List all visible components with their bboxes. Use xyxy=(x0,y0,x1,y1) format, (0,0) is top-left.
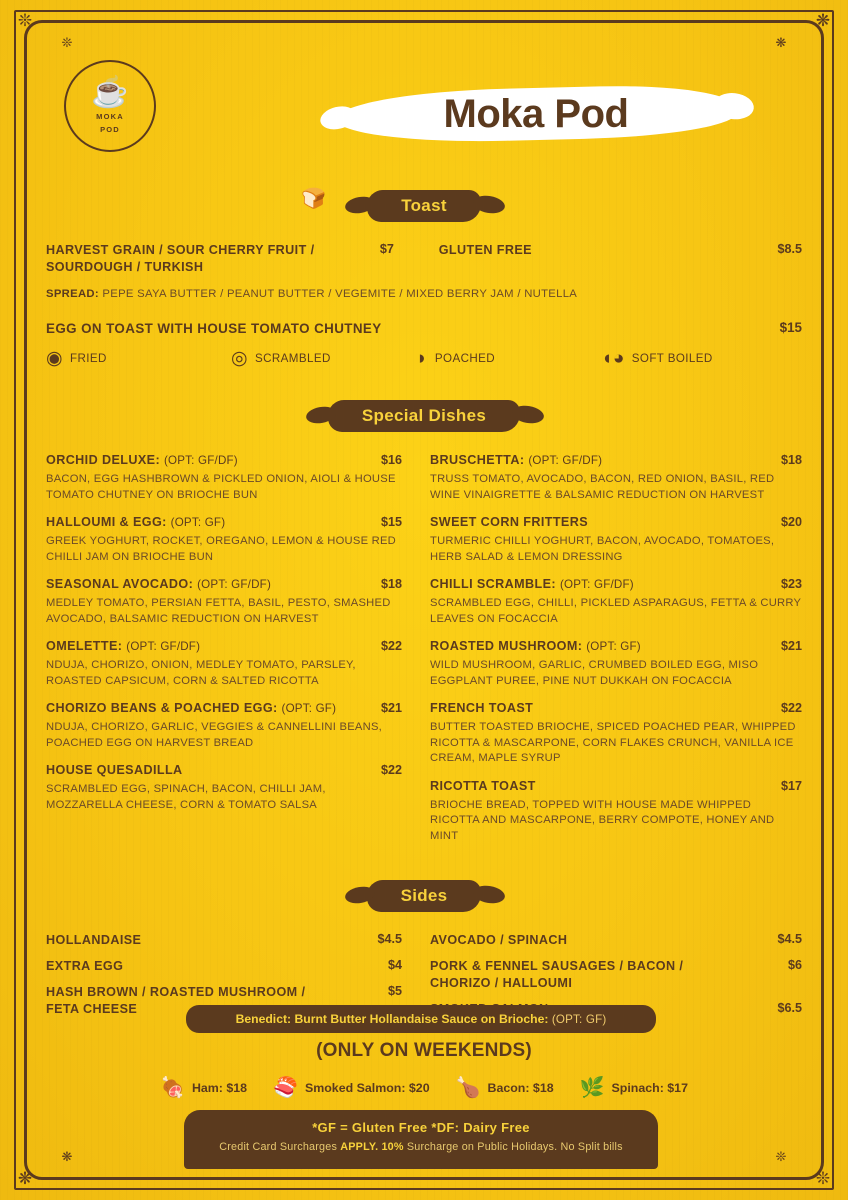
dish-description: BRIOCHE BREAD, TOPPED WITH HOUSE MADE WHIPPED RICOTTA AND MASCARPONE, BERRY COMPOTE, HONEY AND MINT xyxy=(430,798,775,842)
dish-description: SCRAMBLED EGG, CHILLI, PICKLED ASPARAGUS, FETTA & CURRY LEAVES ON FOCACCIA xyxy=(430,597,802,625)
corner-flourish-icon: ❊ xyxy=(17,11,33,30)
spinach-leaf-icon: 🌿 xyxy=(579,1077,605,1099)
toast-item-name: HARVEST GRAIN / SOUR CHERRY FRUIT / SOURDOUGH / TURKISH xyxy=(46,243,315,274)
dish-price: $21 xyxy=(780,639,802,653)
corner-flourish-icon: ❋ xyxy=(815,11,831,30)
side-price: $4.5 xyxy=(377,932,402,946)
fried-egg-icon: ◉ xyxy=(46,348,63,369)
dish-options: (OPT: GF/DF) xyxy=(163,454,238,467)
dish-name: CHORIZO BEANS & POACHED EGG: xyxy=(46,701,278,715)
benedict-banner xyxy=(186,1005,656,1033)
side-name: AVOCADO / SPINACH xyxy=(430,933,568,947)
egg-style-scrambled xyxy=(231,347,416,370)
dish-price: $17 xyxy=(780,778,802,793)
footer-line-2c: Surcharge on Public Holidays. No Split bills xyxy=(403,1141,623,1153)
egg-item-name: EGG ON TOAST WITH HOUSE TOMATO CHUTNEY xyxy=(46,321,382,336)
dish-description: MEDLEY TOMATO, PERSIAN FETTA, BASIL, PESTO, SMASHED AVOCADO, BALSAMIC REDUCTION ON HARVEST xyxy=(46,597,391,625)
egg-style-fried xyxy=(46,347,231,370)
dish-price: $21 xyxy=(380,701,402,715)
dish-name: FRENCH TOAST xyxy=(430,701,534,715)
dish-price: $18 xyxy=(780,453,802,467)
corner-flourish-icon: ❋ xyxy=(61,1149,73,1164)
dish-name: OMELETTE: xyxy=(46,639,123,653)
dish-item xyxy=(430,452,802,503)
title-block xyxy=(336,80,736,150)
dish-item xyxy=(46,452,402,503)
side-item xyxy=(46,958,402,975)
side-price: $4 xyxy=(387,958,402,972)
dish-description: NDUJA, CHORIZO, GARLIC, VEGGIES & CANNELLINI BEANS, POACHED EGG ON HARVEST BREAD xyxy=(46,721,383,749)
addon-label: Ham: $18 xyxy=(191,1080,248,1095)
addon-smoked-salmon xyxy=(273,1075,430,1100)
dish-description: BUTTER TOASTED BRIOCHE, SPICED POACHED PEAR, WHIPPED RICOTTA & MASCARPONE, CORN FLAKES CRUNCH, VANILLA ICE CREAM, MAPLE SYRUP xyxy=(430,721,796,764)
benedict-addons xyxy=(46,1075,802,1100)
logo-line-2: POD xyxy=(100,125,120,134)
coffee-cup-icon: ☕ xyxy=(91,76,129,109)
dish-description: WILD MUSHROOM, GARLIC, CRUMBED BOILED EGG, MISO EGGPLANT PUREE, PINE NUT DUKKAH ON FOCACCIA xyxy=(430,659,759,687)
salmon-fillet-icon: 🍣 xyxy=(273,1077,298,1099)
dish-name: HALLOUMI & EGG: xyxy=(46,515,167,529)
egg-style-label: SOFT BOILED xyxy=(631,352,713,365)
toast-item-price: $7 xyxy=(379,242,394,256)
spread-line xyxy=(46,288,802,300)
dish-price: $22 xyxy=(380,763,402,777)
dish-price: $23 xyxy=(780,577,802,591)
dish-name: CHILLI SCRAMBLE: xyxy=(430,577,557,591)
side-price: $5 xyxy=(387,984,402,998)
side-name: HOLLANDAISE xyxy=(46,933,142,947)
dish-description: TURMERIC CHILLI YOGHURT, BACON, AVOCADO, TOMATOES, HERB SALAD & LEMON DRESSING xyxy=(430,535,775,563)
logo-line-1: MOKA xyxy=(96,112,124,121)
dish-price: $15 xyxy=(380,515,402,529)
dish-name: BRUSCHETTA: xyxy=(430,453,525,467)
benedict-text: Benedict: Burnt Butter Hollandaise Sauce on Brioche: xyxy=(235,1012,549,1026)
dish-options: (OPT: GF/DF) xyxy=(528,454,603,467)
dish-description: GREEK YOGHURT, ROCKET, OREGANO, LEMON & HOUSE RED CHILLI JAM ON BRIOCHE BUN xyxy=(46,535,397,563)
egg-style-poached xyxy=(416,347,601,370)
ham-icon: 🍖 xyxy=(160,1077,185,1099)
egg-style-soft-boiled xyxy=(601,347,786,370)
corner-flourish-icon: ❋ xyxy=(17,1169,33,1188)
dish-options: (OPT: GF) xyxy=(281,702,337,715)
dish-name: SWEET CORN FRITTERS xyxy=(430,515,589,529)
bread-slice-icon: 🍞 xyxy=(301,188,326,210)
spread-label: SPREAD: xyxy=(46,288,99,300)
side-item xyxy=(430,958,802,992)
egg-style-label: FRIED xyxy=(69,352,107,365)
poached-egg-icon: ◗ xyxy=(416,347,428,369)
egg-item-price: $15 xyxy=(779,320,802,335)
brand-logo xyxy=(64,60,156,152)
dish-item xyxy=(430,638,802,689)
dish-price: $22 xyxy=(380,639,402,653)
corner-flourish-icon: ❋ xyxy=(775,35,787,50)
dish-item xyxy=(46,576,402,627)
addon-label: Bacon: $18 xyxy=(487,1080,554,1095)
side-name: EXTRA EGG xyxy=(46,959,124,973)
dish-item xyxy=(46,638,402,689)
toast-item-price: $8.5 xyxy=(777,242,802,256)
addon-bacon xyxy=(456,1075,554,1100)
page-title: Moka Pod xyxy=(443,92,629,136)
dish-description: BACON, EGG HASHBROWN & PICKLED ONION, AIOLI & HOUSE TOMATO CHUTNEY ON BRIOCHE BUN xyxy=(46,473,396,501)
addon-label: Spinach: $17 xyxy=(611,1080,688,1095)
soft-boiled-egg-icon: ◖◕ xyxy=(601,347,625,369)
scrambled-egg-icon: ◎ xyxy=(231,348,248,369)
side-price: $6.5 xyxy=(777,1001,802,1015)
footer-line-1: *GF = Gluten Free *DF: Dairy Free xyxy=(312,1120,530,1135)
section-special-dishes xyxy=(46,400,802,855)
dish-price: $18 xyxy=(380,577,402,591)
sides-heading: Sides xyxy=(367,880,482,912)
sides-heading-banner xyxy=(46,880,802,918)
special-heading: Special Dishes xyxy=(328,400,520,432)
side-item xyxy=(430,932,802,949)
dish-name: HOUSE QUESADILLA xyxy=(46,763,183,777)
dish-item xyxy=(430,778,802,845)
egg-style-label: POACHED xyxy=(434,352,496,365)
footer-line-2b: APPLY. 10% xyxy=(340,1141,404,1153)
dish-name: RICOTTA TOAST xyxy=(430,778,536,793)
dish-options: (OPT: GF/DF) xyxy=(126,640,201,653)
dish-item xyxy=(430,700,802,767)
toast-heading: Toast xyxy=(367,190,481,222)
addon-label: Smoked Salmon: $20 xyxy=(304,1080,430,1095)
dish-item xyxy=(430,514,802,565)
egg-style-list xyxy=(46,347,802,370)
dish-description: NDUJA, CHORIZO, ONION, MEDLEY TOMATO, PARSLEY, ROASTED CAPSICUM, CORN & SALTED RICOTTA xyxy=(46,659,356,687)
bacon-strip-icon: 🍗 xyxy=(455,1077,481,1099)
toast-row xyxy=(46,242,802,276)
dish-description: SCRAMBLED EGG, SPINACH, BACON, CHILLI JAM, MOZZARELLA CHEESE, CORN & TOMATO SALSA xyxy=(46,783,326,811)
toast-item-name: GLUTEN FREE xyxy=(438,243,532,257)
dish-name: ORCHID DELUXE: xyxy=(46,453,161,467)
weekend-note: (ONLY ON WEEKENDS) xyxy=(316,1040,532,1061)
dish-price: $16 xyxy=(380,453,402,467)
special-heading-banner xyxy=(46,400,802,438)
side-item xyxy=(46,932,402,949)
dish-item xyxy=(46,514,402,565)
spread-value: PEPE SAYA BUTTER / PEANUT BUTTER / VEGEMITE / MIXED BERRY JAM / NUTELLA xyxy=(102,288,578,300)
footer-note xyxy=(184,1110,658,1169)
special-right-column xyxy=(424,452,802,855)
special-left-column xyxy=(46,452,424,855)
dish-item xyxy=(46,700,402,751)
dish-name: ROASTED MUSHROOM: xyxy=(430,639,583,653)
side-price: $6 xyxy=(787,958,802,972)
dish-price: $20 xyxy=(780,515,802,529)
dish-price: $22 xyxy=(780,701,802,715)
section-toast xyxy=(46,190,802,370)
side-price: $4.5 xyxy=(777,932,802,946)
egg-on-toast-row xyxy=(46,320,802,337)
corner-flourish-icon: ❊ xyxy=(815,1169,831,1188)
dish-description: TRUSS TOMATO, AVOCADO, BACON, RED ONION, BASIL, RED WINE VINAIGRETTE & BALSAMIC REDUCTION ON HARVEST xyxy=(430,473,775,501)
corner-flourish-icon: ❊ xyxy=(775,1149,787,1164)
dish-options: (OPT: GF/DF) xyxy=(197,578,272,591)
toast-heading-banner xyxy=(46,190,802,228)
footer-line-2a: Credit Card Surcharges xyxy=(219,1141,341,1153)
addon-spinach xyxy=(580,1075,688,1100)
footer-line-2 xyxy=(198,1141,644,1153)
egg-style-label: SCRAMBLED xyxy=(254,352,331,365)
side-name: HASH BROWN / ROASTED MUSHROOM / FETA CHEESE xyxy=(46,985,306,1016)
addon-ham xyxy=(160,1075,247,1100)
benedict-options: (OPT: GF) xyxy=(551,1013,607,1026)
dish-name: SEASONAL AVOCADO: xyxy=(46,577,194,591)
dish-options: (OPT: GF/DF) xyxy=(559,578,634,591)
dish-item xyxy=(46,762,402,813)
side-name: PORK & FENNEL SAUSAGES / BACON / CHORIZO / HALLOUMI xyxy=(430,959,684,990)
dish-options: (OPT: GF) xyxy=(170,516,226,529)
dish-options: (OPT: GF) xyxy=(586,640,641,653)
dish-item xyxy=(430,576,802,627)
corner-flourish-icon: ❊ xyxy=(61,35,73,50)
